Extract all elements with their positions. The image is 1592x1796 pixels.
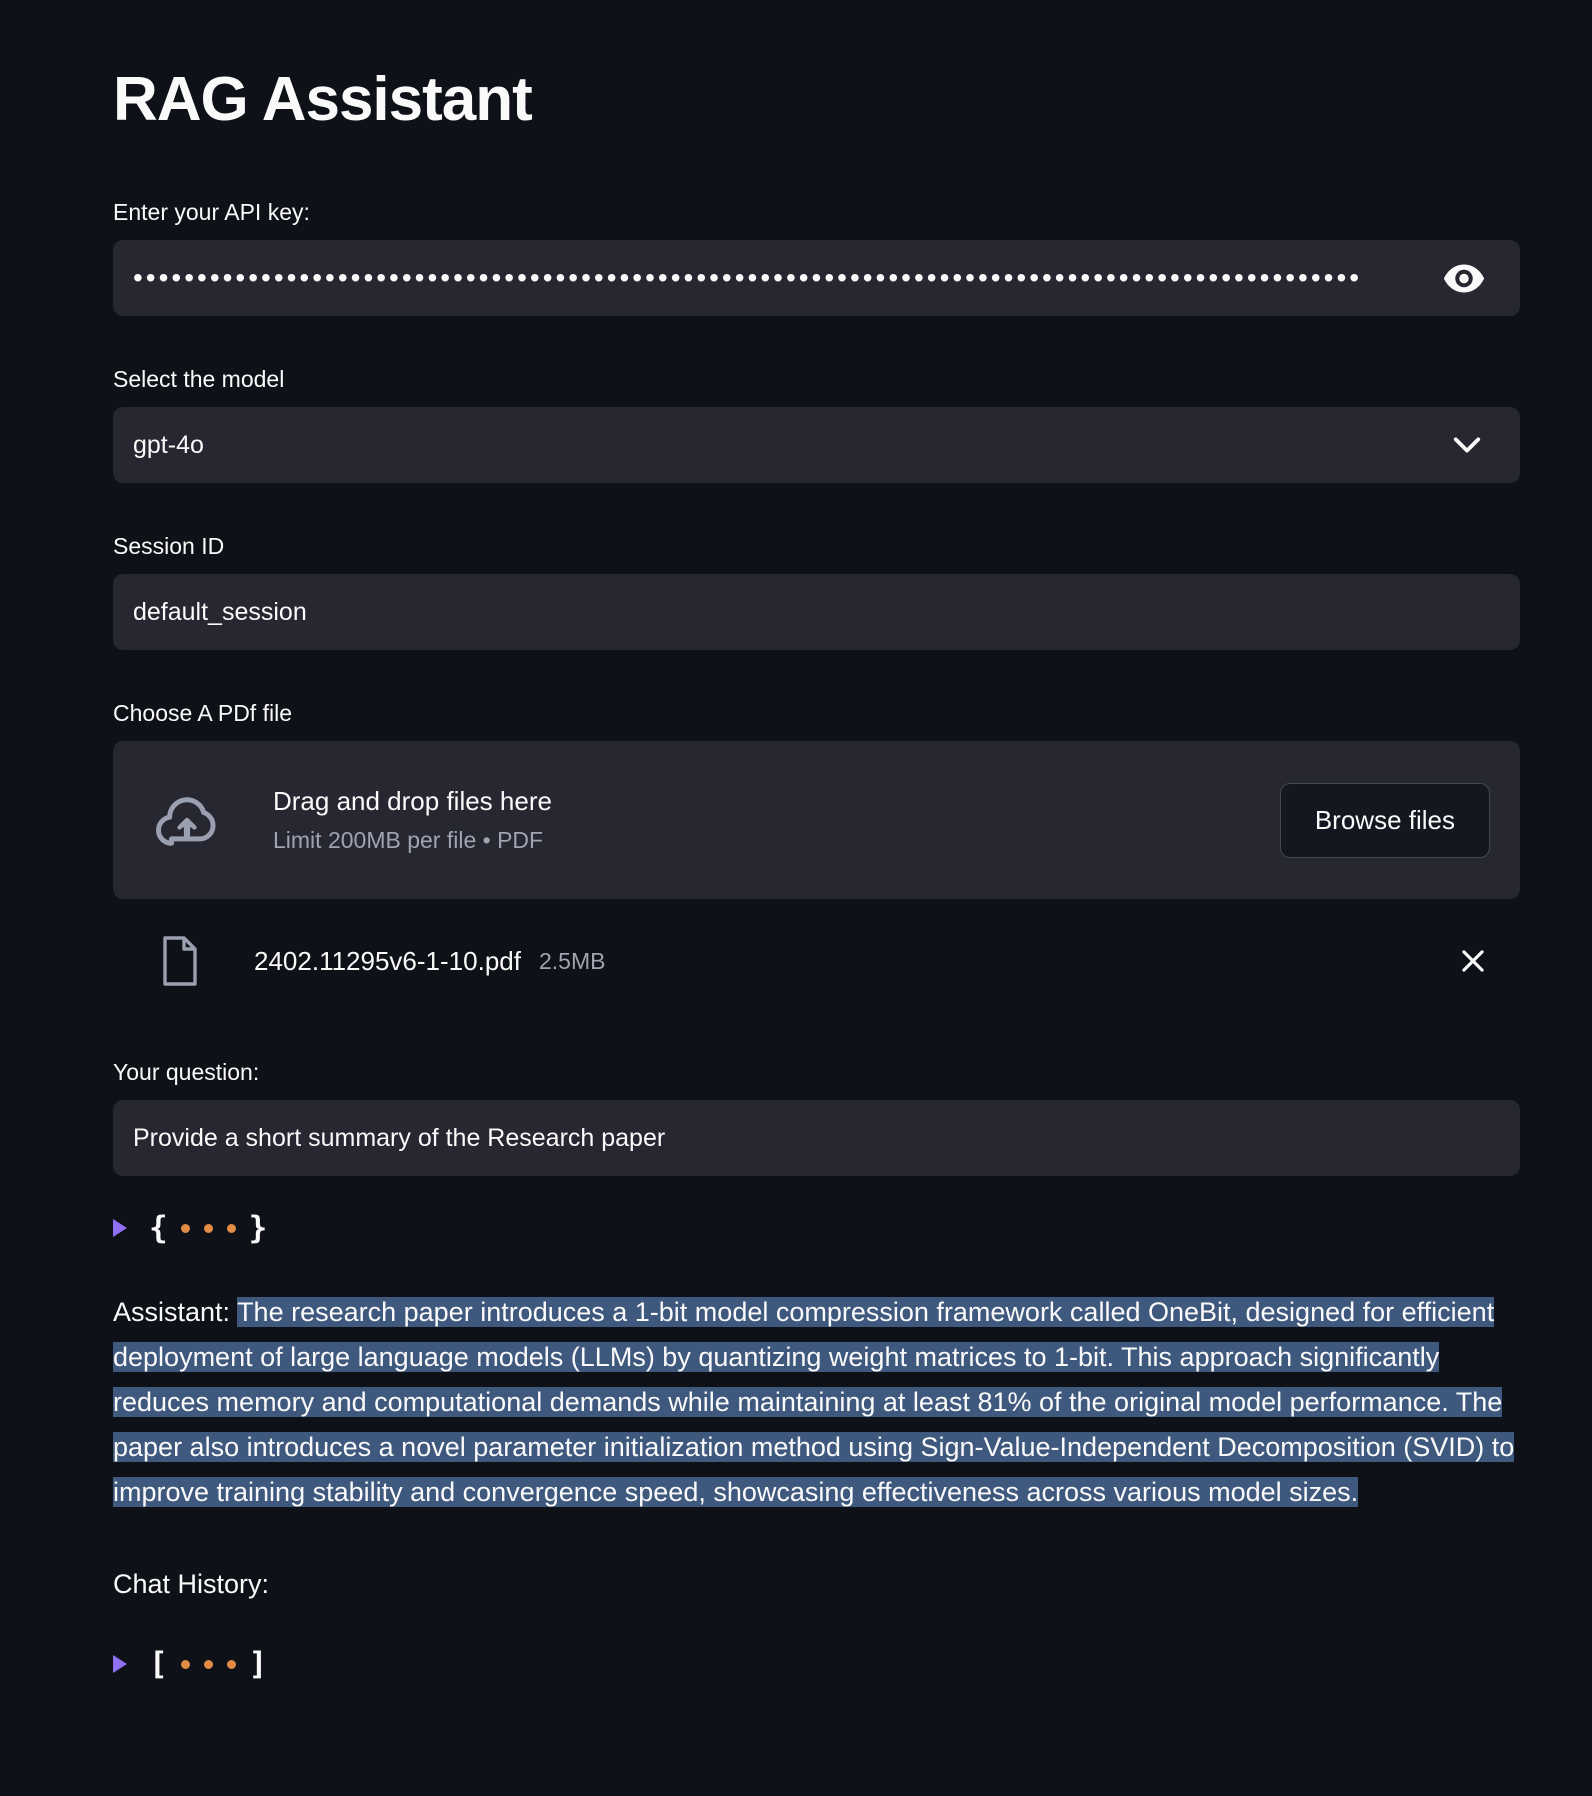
history-close-bracket: ]	[248, 1646, 268, 1682]
question-label: Your question:	[113, 1059, 260, 1085]
session-id-input[interactable]	[113, 574, 1520, 650]
api-key-input[interactable]	[113, 240, 1520, 316]
model-select[interactable]	[113, 407, 1520, 483]
api-key-masked-value: ••••••••••••••••••••••••••••••••••••••••••••••••••••••••••••••••••••••••••••••••••••••••••••••••	[133, 262, 1363, 293]
file-dropzone[interactable]	[113, 741, 1520, 899]
uploaded-file-row	[113, 921, 1520, 1001]
eye-icon	[1443, 264, 1485, 293]
ellipsis-dot	[204, 1224, 213, 1233]
remove-file-button[interactable]	[1460, 948, 1486, 974]
dropzone-text	[273, 786, 1280, 854]
close-icon	[1460, 948, 1486, 974]
dropzone-instruction: Drag and drop files here	[273, 786, 552, 816]
session-id-value: default_session	[133, 597, 307, 626]
ellipsis-dot	[181, 1660, 190, 1669]
question-value: Provide a short summary of the Research paper	[133, 1123, 666, 1152]
ellipsis-dot	[204, 1660, 213, 1669]
file-uploader-label: Choose A PDf file	[113, 700, 292, 726]
expander-triangle-icon	[113, 1655, 127, 1673]
api-key-label: Enter your API key:	[113, 199, 310, 225]
assistant-message-highlighted: The research paper introduces a 1-bit model compression framework called OneBit, designed for efficient deployment of large language models (LLMs) by quantizing weight matrices to 1-bit. This approach significantly reduces memory and computational demands while maintaining at least 81% of the original model performance. The paper also introduces a novel parameter initialization method using Sign-Value-Independent Decomposition (SVID) to improve training stability and convergence speed, showcasing effectiveness across various model sizes.	[113, 1297, 1515, 1507]
json-close-brace: }	[248, 1210, 268, 1246]
api-key-group	[113, 199, 1520, 316]
chat-history-label: Chat History:	[113, 1569, 270, 1599]
dropzone-limit: Limit 200MB per file • PDF	[273, 827, 544, 853]
page-title: RAG Assistant	[113, 65, 532, 134]
browse-files-button[interactable]: Browse files	[1280, 783, 1490, 858]
model-select-group	[113, 366, 1520, 483]
assistant-response	[113, 1290, 1520, 1515]
question-input[interactable]	[113, 1100, 1520, 1176]
response-json-expander[interactable]	[113, 1210, 1520, 1246]
file-uploader-group	[113, 700, 1520, 1001]
uploaded-file-name: 2402.11295v6-1-10.pdf	[254, 945, 521, 976]
uploaded-file-size: 2.5MB	[538, 947, 606, 974]
file-icon	[160, 935, 200, 987]
json-open-brace: {	[149, 1210, 168, 1246]
cloud-upload-icon	[149, 789, 225, 851]
model-select-label: Select the model	[113, 366, 285, 392]
ellipsis-dots	[174, 1224, 243, 1233]
assistant-prefix: Assistant:	[113, 1297, 238, 1327]
ellipsis-dot	[227, 1660, 236, 1669]
question-group	[113, 1059, 1520, 1176]
ellipsis-dot	[181, 1224, 190, 1233]
expander-triangle-icon	[113, 1219, 127, 1237]
chat-history-expander[interactable]	[113, 1646, 1520, 1682]
session-id-label: Session ID	[113, 533, 225, 559]
ellipsis-dots	[174, 1660, 243, 1669]
chevron-down-icon	[1452, 436, 1482, 455]
ellipsis-dot	[227, 1224, 236, 1233]
history-open-bracket: [	[149, 1646, 168, 1682]
toggle-password-visibility-button[interactable]	[1442, 262, 1486, 294]
model-select-value: gpt-4o	[133, 430, 204, 459]
session-id-group	[113, 533, 1520, 650]
